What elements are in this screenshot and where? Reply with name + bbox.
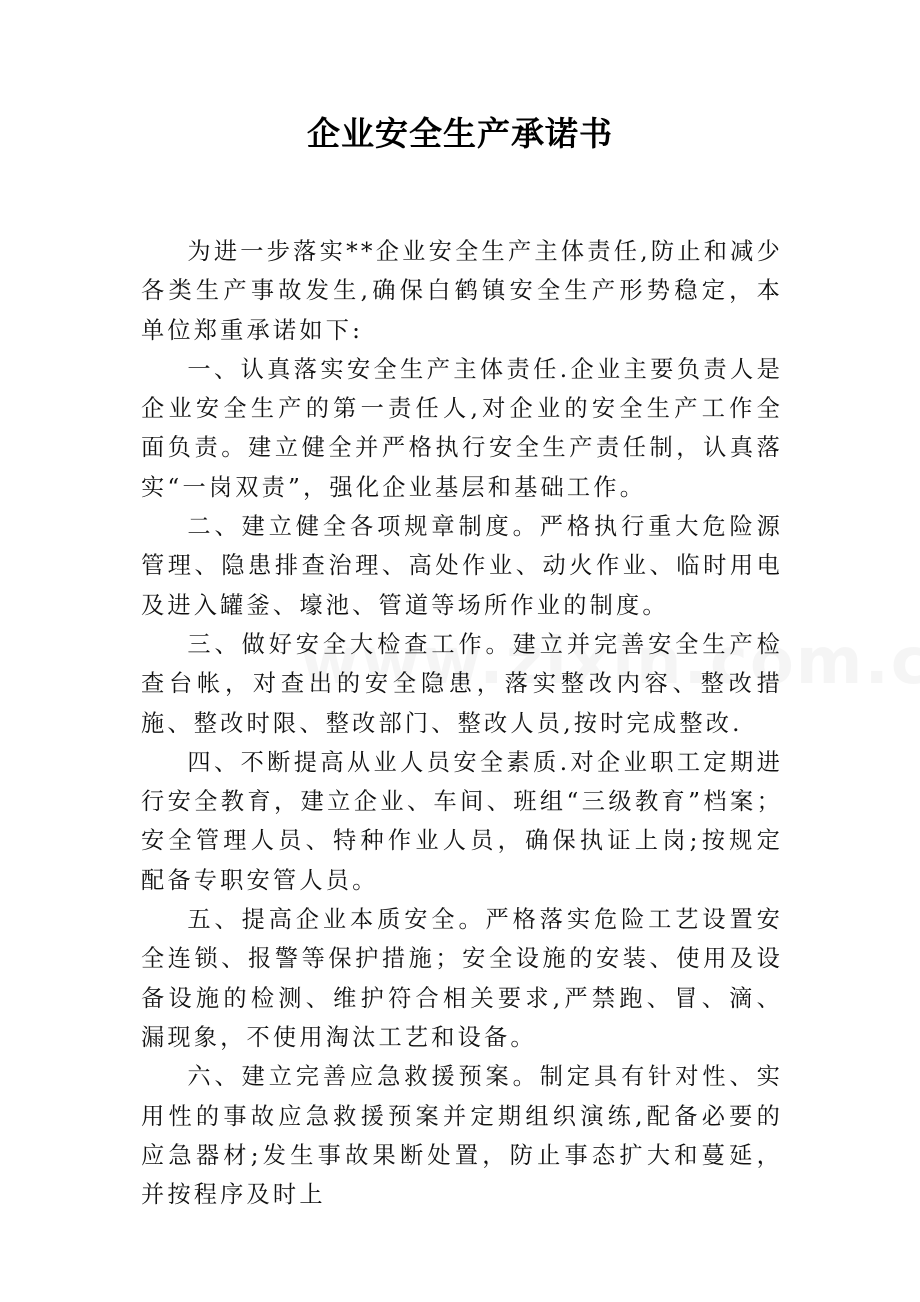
paragraph-item-4: 四、不断提高从业人员安全素质.对企业职工定期进行安全教育，建立企业、车间、班组“三级教育”档案；安全管理人员、特种作业人员，确保执证上岗;按规定配备专职安管人员。 <box>141 748 783 894</box>
paragraph-item-6: 六、建立完善应急救援预案。制定具有针对性、实用性的事故应急救援预案并定期组织演练,配备必要的应急器材;发生事故果断处置，防止事态扩大和蔓延，并按程序及时上 <box>141 1063 783 1209</box>
paragraph-item-2: 二、建立健全各项规章制度。严格执行重大危险源管理、隐患排查治理、高处作业、动火作业、临时用电及进入罐釜、壕池、管道等场所作业的制度。 <box>141 513 783 619</box>
paragraph-intro: 为进一步落实**企业安全生产主体责任,防止和减少各类生产事故发生,确保白鹤镇安全生产形势稳定，本单位郑重承诺如下: <box>141 238 783 344</box>
paragraph-item-5: 五、提高企业本质安全。严格落实危险工艺设置安全连锁、报警等保护措施；安全设施的安装、使用及设备设施的检测、维护符合相关要求,严禁跑、冒、滴、漏现象，不使用淘汰工艺和设备。 <box>141 906 783 1051</box>
paragraph-item-1: 一、认真落实安全生产主体责任.企业主要负责人是企业安全生产的第一责任人,对企业的安全生产工作全面负责。建立健全并严格执行安全生产责任制，认真落实“一岗双责”，强化企业基层和基础工作。 <box>141 355 783 501</box>
document-title: 企业安全生产承诺书 <box>307 114 613 153</box>
document-body <box>141 232 783 1214</box>
paragraph-item-3: 三、做好安全大检查工作。建立并完善安全生产检查台帐，对查出的安全隐患，落实整改内容、整改措施、整改时限、整改部门、整改人员,按时完成整改. <box>141 630 783 737</box>
